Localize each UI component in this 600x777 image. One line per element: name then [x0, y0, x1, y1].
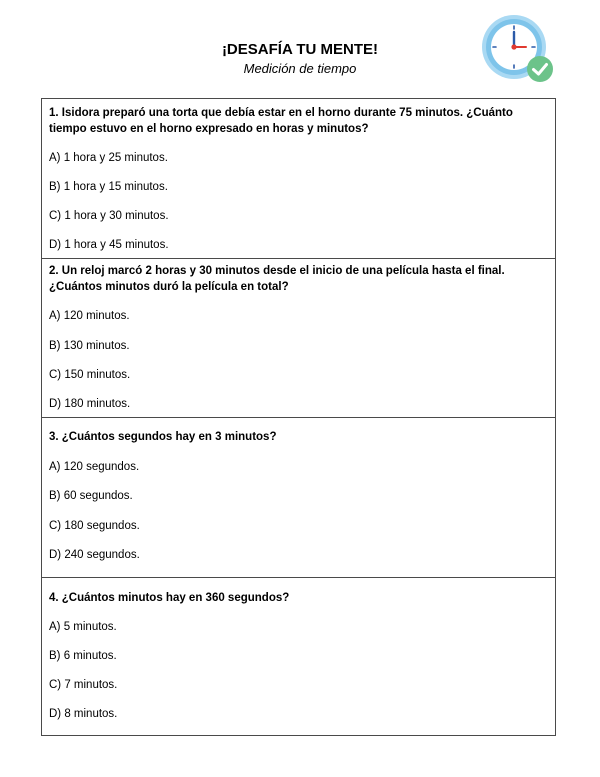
page-subtitle: Medición de tiempo	[243, 61, 357, 76]
option-d: D) 1 hora y 45 minutos.	[49, 239, 169, 251]
page-title: ¡DESAFÍA TU MENTE!	[221, 41, 379, 58]
option-c: C) 1 hora y 30 minutos.	[49, 210, 169, 222]
question-text: 1. Isidora preparó una torta que debía estar en el horno durante 75 minutos. ¿Cuánto tiempo estuvo en el horno expresado en horas y minutos?	[49, 107, 513, 135]
option-c: C) 7 minutos.	[49, 679, 118, 691]
question-2	[42, 259, 555, 418]
option-c: C) 180 segundos.	[49, 520, 140, 532]
question-text: 3. ¿Cuántos segundos hay en 3 minutos?	[49, 431, 277, 443]
quiz-table	[41, 98, 556, 736]
option-b: B) 60 segundos.	[49, 490, 133, 502]
clock-check-icon	[478, 12, 558, 86]
question-3	[42, 418, 555, 578]
option-d: D) 8 minutos.	[49, 708, 118, 720]
option-d: D) 180 minutos.	[49, 398, 131, 410]
option-a: A) 120 segundos.	[49, 461, 140, 473]
option-b: B) 6 minutos.	[49, 650, 117, 662]
question-1	[42, 99, 555, 259]
option-a: A) 120 minutos.	[49, 310, 130, 322]
question-4	[42, 578, 555, 735]
option-a: A) 1 hora y 25 minutos.	[49, 152, 168, 164]
option-d: D) 240 segundos.	[49, 549, 140, 561]
option-b: B) 130 minutos.	[49, 340, 130, 352]
question-text: 4. ¿Cuántos minutos hay en 360 segundos?	[49, 592, 290, 604]
question-text: 2. Un reloj marcó 2 horas y 30 minutos desde el inicio de una película hasta el final. ¿Cuántos minutos duró la película en total?	[49, 265, 505, 293]
option-a: A) 5 minutos.	[49, 621, 117, 633]
option-b: B) 1 hora y 15 minutos.	[49, 181, 168, 193]
option-c: C) 150 minutos.	[49, 369, 131, 381]
